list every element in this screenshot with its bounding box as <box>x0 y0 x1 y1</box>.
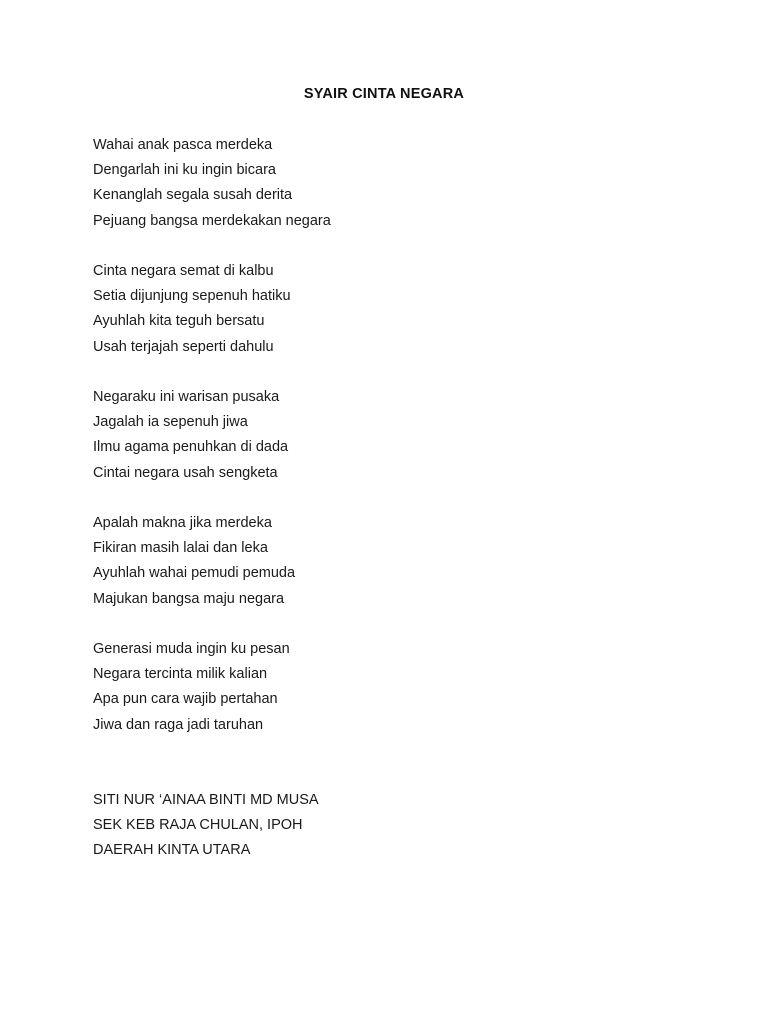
poem-line: Pejuang bangsa merdekakan negara <box>93 212 331 229</box>
poem-line: Jagalah ia sepenuh jiwa <box>93 414 248 431</box>
poem-line: Fikiran masih lalai dan leka <box>93 540 268 557</box>
stanza-4 <box>93 511 295 612</box>
poem-line: Dengarlah ini ku ingin bicara <box>93 162 276 179</box>
stanza-5 <box>93 637 290 738</box>
poem-line: Ilmu agama penuhkan di dada <box>93 439 289 456</box>
poem-line: Ayuhlah kita teguh bersatu <box>93 313 265 330</box>
stanza-2 <box>93 259 291 360</box>
poem-line: Negaraku ini warisan pusaka <box>93 389 280 405</box>
poem-title: SYAIR CINTA NEGARA <box>303 86 465 102</box>
poem-line: Ayuhlah wahai pemudi pemuda <box>93 565 296 582</box>
poem-line: Jiwa dan raga jadi taruhan <box>93 716 264 733</box>
poem-line: Generasi muda ingin ku pesan <box>93 641 290 657</box>
author-school: SEK KEB RAJA CHULAN, IPOH <box>93 817 303 834</box>
author-block <box>93 788 319 864</box>
stanza-1 <box>93 133 331 234</box>
poem-line: Apalah makna jika merdeka <box>93 515 272 531</box>
poem-line: Cintai negara usah sengketa <box>93 464 278 481</box>
poem-line: Wahai anak pasca merdeka <box>93 137 273 153</box>
stanza-3 <box>93 385 288 486</box>
author-name: SITI NUR ‘AINAA BINTI MD MUSA <box>93 792 319 808</box>
author-district: DAERAH KINTA UTARA <box>93 842 251 859</box>
poem-line: Usah terjajah seperti dahulu <box>93 338 274 355</box>
poem-line: Cinta negara semat di kalbu <box>93 263 274 279</box>
poem-line: Kenanglah segala susah derita <box>93 187 293 204</box>
poem-line: Negara tercinta milik kalian <box>93 666 268 683</box>
poem-line: Setia dijunjung sepenuh hatiku <box>93 288 291 305</box>
poem-line: Apa pun cara wajib pertahan <box>93 691 278 708</box>
poem-line: Majukan bangsa maju negara <box>93 590 285 607</box>
